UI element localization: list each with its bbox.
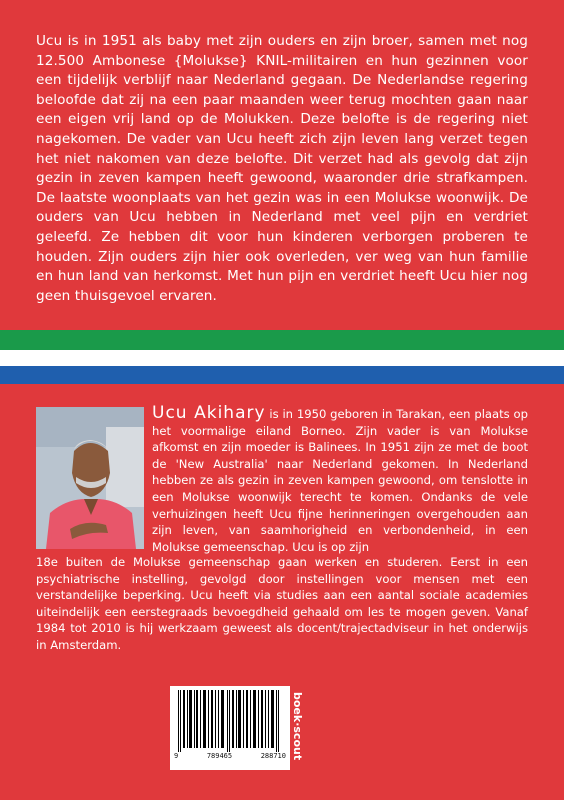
flag-stripe-green: [0, 330, 564, 350]
blurb-text: Ucu is in 1951 als baby met zijn ouders en zijn broer, samen met nog 12.500 Ambonese {Molukse} KNIL-militairen en hun gezinnen voor een tijdelijk verblijf naar Nederland gegaan. De Nederlandse regering beloofde dat zij na een paar maanden weer terug mochten gaan naar een eigen vrij land op de Molukken. Deze belofte is de regering niet nagekomen. De vader van Ucu heeft zich zijn leven lang verzet tegen het niet nakomen van deze belofte. Dit verzet had als gevolg dat zijn gezin in zeven kampen heeft gewoond, waaronder drie strafkampen. De laatste woonplaats van het gezin was in een Molukse woonwijk. De ouders van Ucu hebben in Nederland met veel pijn en verdriet geleefd. Ze hebben dit voor hun kinderen verborgen proberen te houden. Zijn ouders zijn hier ook overleden, ver weg van hun familie en hun land van herkomst. Met hun pijn en verdriet heeft Ucu hier nog geen thuisgevoel ervaren.: [36, 33, 528, 304]
author-bio-bottom: 18e buiten de Molukse gemeenschap gaan werken en studeren. Eerst in een psychiatrische instelling, gevolgd door instellingen voor mensen met een verstandelijke beperking. Ucu heeft via studies aan een aantal sociale academies uiteindelijk een eerstegraads bevoegdheid gehaald om les te mogen geven. Vanaf 1984 tot 2010 is hij werkzaam geweest als docent/trajectadviseur in het onderwijs in Amsterdam.: [36, 555, 528, 652]
barcode-bars: [170, 686, 290, 752]
barcode-digits: [174, 752, 286, 760]
author-bio-top: [152, 405, 528, 555]
flag-stripe-blue: [0, 366, 564, 384]
barcode-digits-left: 789465: [206, 752, 233, 760]
author-name: Ucu Akihary: [152, 403, 266, 423]
author-photo: [36, 407, 144, 549]
flag-stripe-white: [0, 350, 564, 366]
barcode-digits-right: 288710: [260, 752, 286, 760]
publisher-logo: [290, 690, 306, 770]
author-portrait-illustration: [36, 407, 144, 549]
publisher-logo-text: boek·scout: [291, 692, 304, 761]
author-bio-beside-photo: is in 1950 geboren in Tarakan, een plaats op het voormalige eiland Borneo. Zijn vader is van Molukse afkomst en zijn moeder is Balinees. In 1951 zijn ze met de boot de 'New Australia' naar Nederland gekomen. In Nederland hebben ze als gezin in zeven kampen gewoond, om tenslotte in een Molukse woonwijk terecht te komen. Ondanks de vele verhuizingen heeft Ucu fijne herinneringen overgehouden aan zijn leven, van saamhorigheid en verbondenheid, in een Molukse gemeenschap. Ucu is op zijn: [152, 407, 528, 554]
barcode-digit-first: 9: [174, 752, 179, 760]
